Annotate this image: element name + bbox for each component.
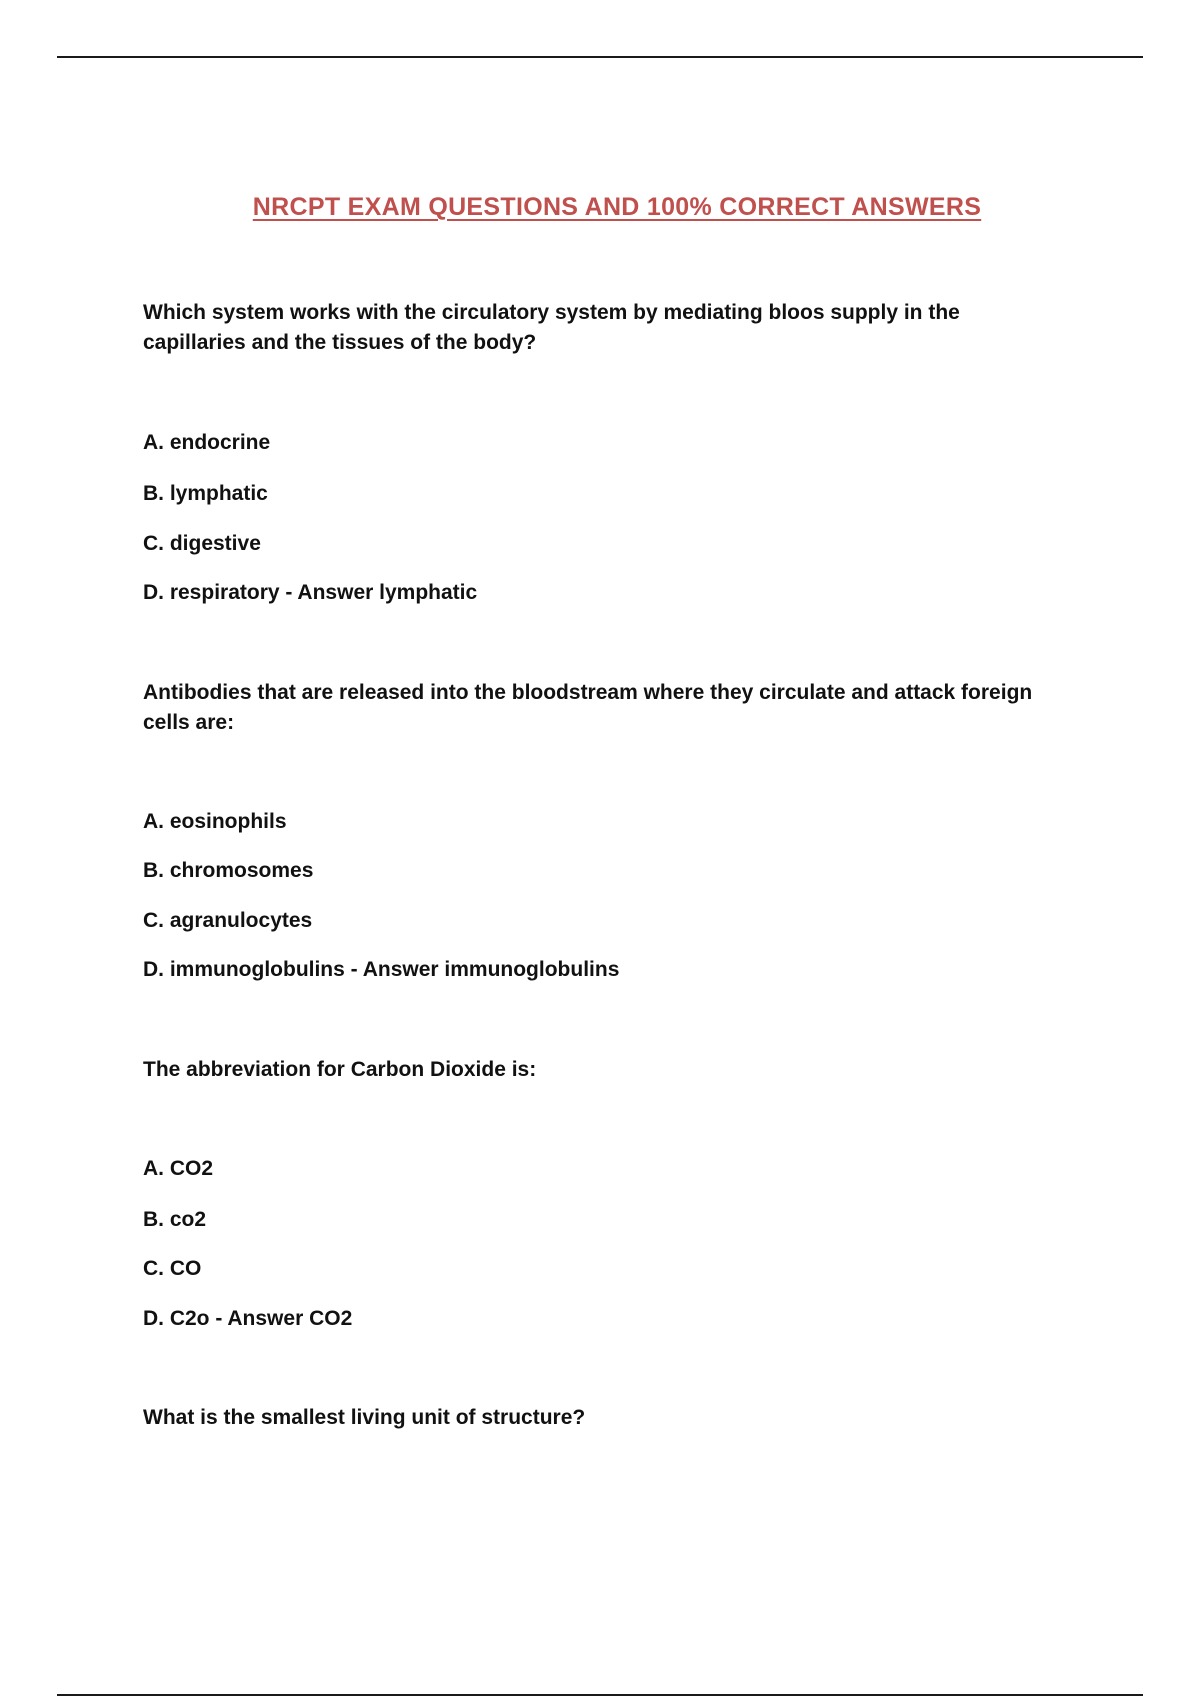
question-2 <box>143 678 1063 738</box>
bottom-rule <box>57 1694 1143 1696</box>
option-a: A. CO2 <box>143 1157 214 1180</box>
option-a: A. eosinophils <box>143 810 287 833</box>
question-text: Antibodies that are released into the bloodstream where they circulate and attack foreign cells are: <box>143 681 1033 734</box>
option-d-answer: D. respiratory - Answer lymphatic <box>143 581 478 604</box>
question-text: What is the smallest living unit of structure? <box>143 1406 586 1429</box>
question-text: Which system works with the circulatory system by mediating bloos supply in the capillaries and the tissues of the body? <box>143 301 960 354</box>
option-c: C. CO <box>143 1257 202 1280</box>
option-d-answer: D. C2o - Answer CO2 <box>143 1307 353 1330</box>
option-d-answer: D. immunoglobulins - Answer immunoglobulins <box>143 958 620 981</box>
question-4 <box>143 1403 1063 1433</box>
option-b: B. lymphatic <box>143 482 268 505</box>
option-b: B. co2 <box>143 1208 207 1231</box>
option-b: B. chromosomes <box>143 859 314 882</box>
question-3 <box>143 1055 1063 1085</box>
top-rule <box>57 56 1143 58</box>
question-text: The abbreviation for Carbon Dioxide is: <box>143 1058 537 1081</box>
question-1 <box>143 298 1063 358</box>
document-title: NRCPT EXAM QUESTIONS AND 100% CORRECT ANSWERS <box>252 193 982 221</box>
option-a: A. endocrine <box>143 431 271 454</box>
option-c: C. agranulocytes <box>143 909 313 932</box>
option-c: C. digestive <box>143 532 261 555</box>
